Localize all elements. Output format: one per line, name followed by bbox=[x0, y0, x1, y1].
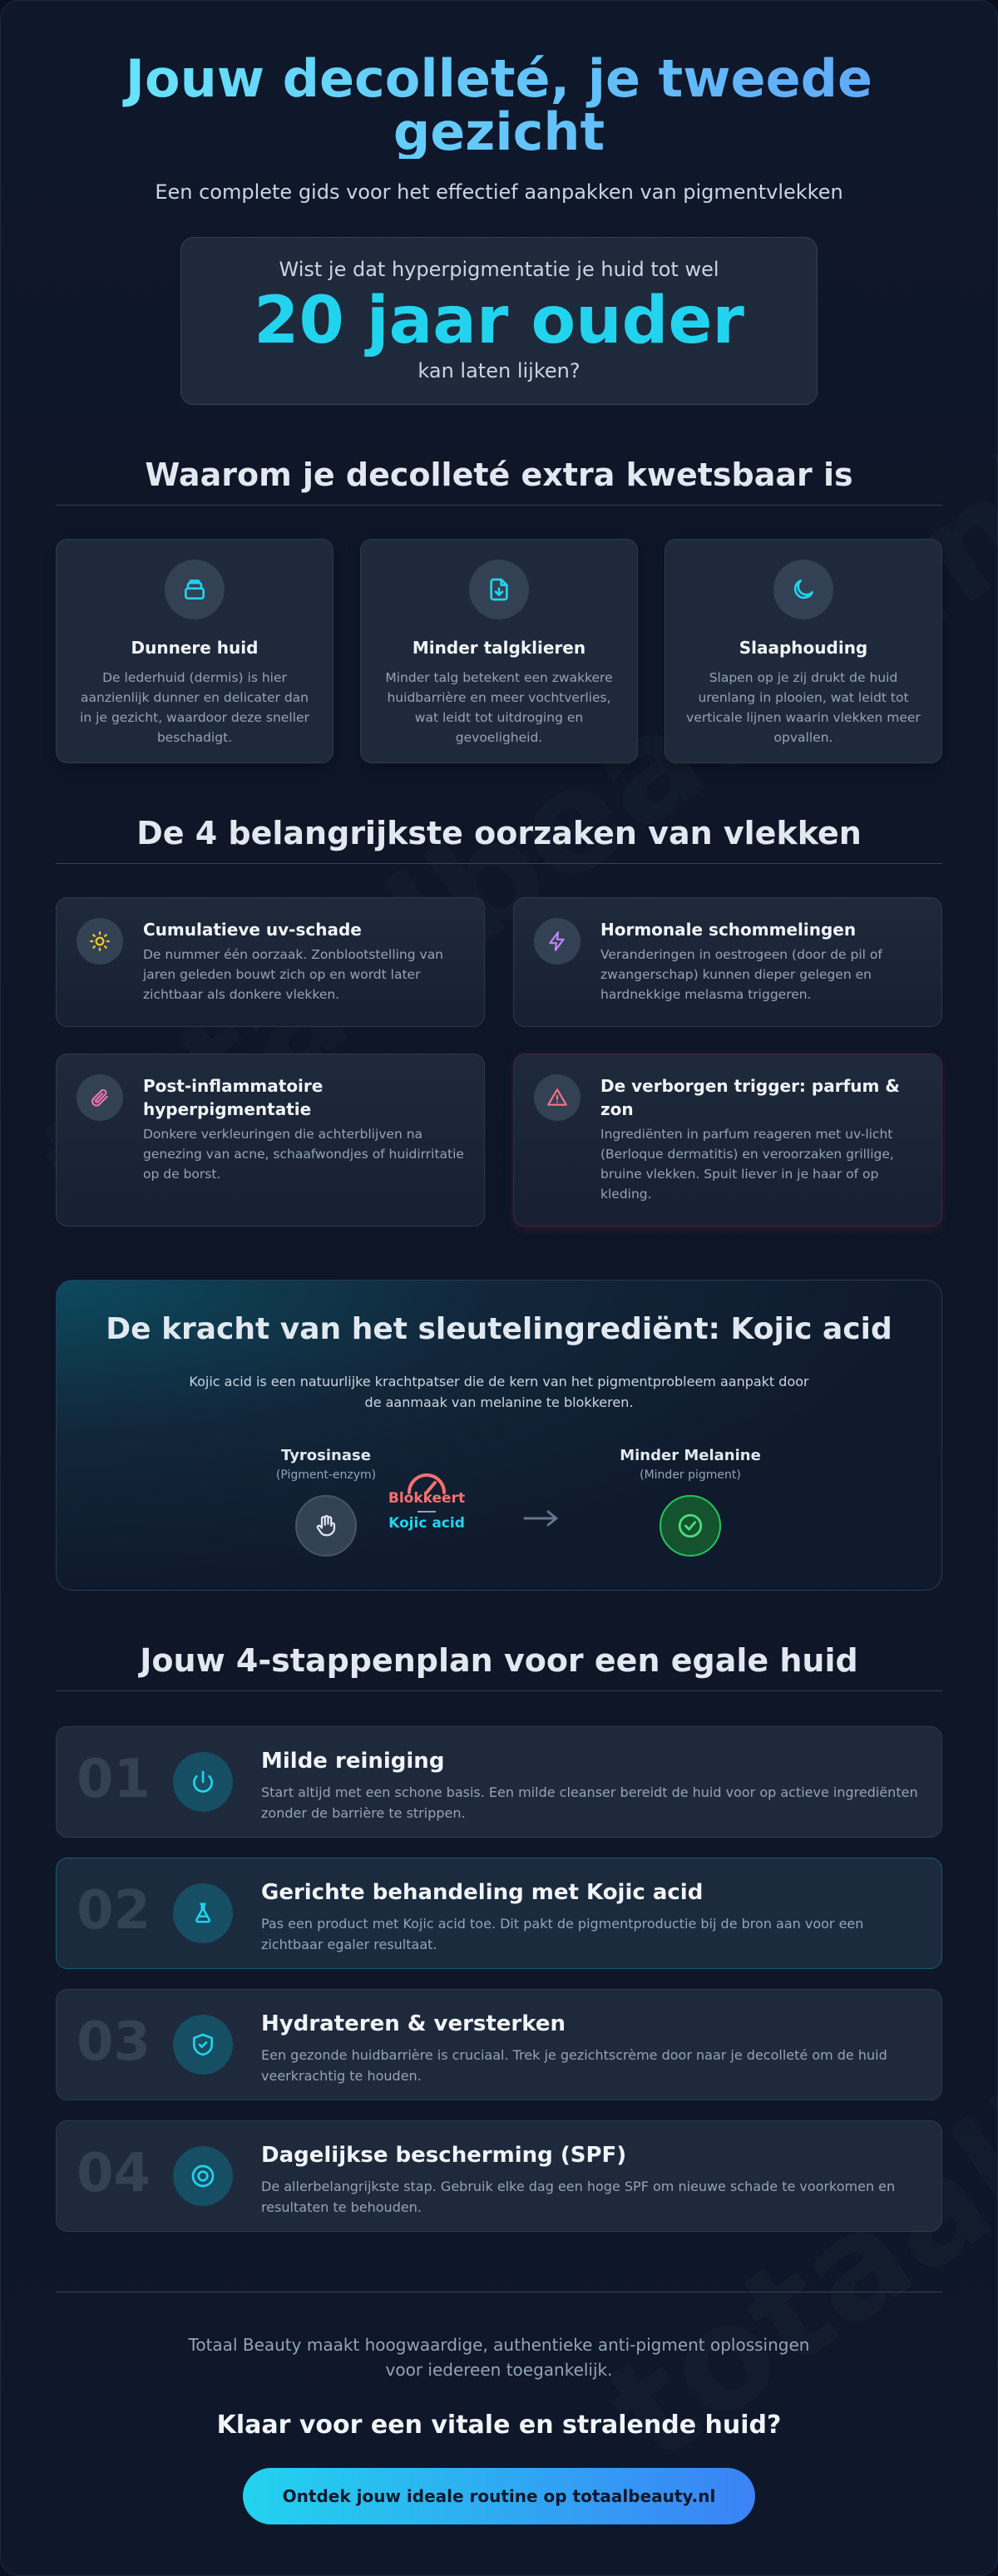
melanine-title: Minder Melanine bbox=[620, 1447, 761, 1464]
page-subtitle: Een complete gids voor het effectief aanpakken van pigmentvlekken bbox=[155, 180, 843, 204]
step-number: 01 bbox=[77, 1749, 151, 1810]
stat-box bbox=[180, 237, 818, 405]
cause-card-title: Post-inflammatoire hyperpigmentatie bbox=[143, 1076, 324, 1119]
cause-card-title: Cumulatieve uv-schade bbox=[143, 920, 362, 940]
shield-check-icon bbox=[173, 2015, 233, 2075]
moon-icon bbox=[773, 560, 833, 619]
why-card-title: Dunnere huid bbox=[131, 638, 259, 658]
step-text: Een gezonde huidbarrière is cruciaal. Trek je gezichtscrème door naar je decolleté om de huid veerkrachtig te houden. bbox=[261, 2047, 887, 2084]
section-title-plan: Jouw 4-stappenplan voor een egale huid bbox=[56, 1642, 942, 1691]
step-title: Hydrateren & versterken bbox=[261, 2011, 566, 2036]
cta-title: Klaar voor een vitale en stralende huid? bbox=[216, 2411, 782, 2440]
power-icon bbox=[173, 1752, 233, 1812]
tyrosinase-title: Tyrosinase bbox=[281, 1447, 371, 1464]
arrow-right-icon bbox=[522, 1508, 561, 1532]
cause-card bbox=[513, 1054, 942, 1226]
cause-card-text: Veranderingen in oestrogeen (door de pil of zwangerschap) kunnen dieper gelegen en hardnekkige melasma triggeren. bbox=[600, 947, 882, 1002]
why-card-text: Minder talg betekent een zwakkere huidbarrière en meer vochtverlies, wat leidt tot uitdroging en gevoeligheid. bbox=[385, 670, 613, 745]
cause-card bbox=[56, 897, 485, 1027]
check-circle-icon bbox=[660, 1495, 721, 1557]
tyrosinase-subtitle: (Pigment-enzym) bbox=[275, 1468, 377, 1482]
why-card bbox=[56, 539, 333, 763]
step-card bbox=[56, 2120, 942, 2232]
cta-button[interactable]: Ontdek jouw ideale routine op totaalbeauty.nl bbox=[243, 2468, 755, 2524]
step-text: Pas een product met Kojic acid toe. Dit pakt de pigmentproductie bij de bron aan voor een zichtbaar egaler resultaat. bbox=[261, 1916, 864, 1952]
block-label: Blokkeert bbox=[388, 1490, 466, 1507]
stat-pre: Wist je dat hyperpigmentatie je huid tot wel bbox=[279, 258, 719, 281]
kojic-flow-diagram bbox=[57, 1447, 941, 1563]
step-card bbox=[56, 1726, 942, 1838]
footer-note: Totaal Beauty maakt hoogwaardige, authentieke anti-pigment oplossingen voor iedereen toegankelijk. bbox=[188, 2335, 810, 2380]
why-card-text: De lederhuid (dermis) is hier aanzienlijk dunner en delicater dan in je gezicht, waardoor deze sneller beschadigt. bbox=[80, 670, 309, 745]
cause-card-title: De verborgen trigger: parfum & zon bbox=[600, 1076, 900, 1119]
step-list bbox=[56, 1726, 942, 2232]
step-text: De allerbelangrijkste stap. Gebruik elke dag een hoge SPF om nieuwe schade te voorkomen en resultaten te behouden. bbox=[261, 2179, 896, 2215]
why-card-title: Minder talgklieren bbox=[412, 638, 586, 658]
step-number: 02 bbox=[77, 1880, 151, 1942]
cause-card-title: Hormonale schommelingen bbox=[600, 920, 857, 940]
cause-card bbox=[56, 1054, 485, 1226]
step-number: 03 bbox=[77, 2011, 151, 2073]
warning-icon bbox=[534, 1074, 581, 1121]
target-icon bbox=[173, 2146, 233, 2206]
step-card bbox=[56, 1989, 942, 2100]
kojic-panel bbox=[56, 1280, 942, 1591]
section-title-why: Waarom je decolleté extra kwetsbaar is bbox=[56, 456, 942, 506]
step-title: Milde reiniging bbox=[261, 1749, 445, 1774]
cause-card-text: Ingrediënten in parfum reageren met uv-licht (Berloque dermatitis) en veroorzaken grillige, bruine vlekken. Spuit liever in je haar of op kleding. bbox=[600, 1127, 894, 1202]
kojic-description: Kojic acid is een natuurlijke krachtpatser die de kern van het pigmentprobleem aanpakt door de aanmaak van melanine te blokkeren. bbox=[189, 1374, 809, 1410]
lightning-icon bbox=[534, 918, 581, 965]
cause-card-text: De nummer één oorzaak. Zonblootstelling van jaren geleden bouwt zich op en wordt later zichtbaar als donkere vlekken. bbox=[143, 947, 444, 1002]
step-number: 04 bbox=[77, 2143, 151, 2204]
sun-icon bbox=[77, 918, 123, 965]
why-card bbox=[360, 539, 638, 763]
melanine-subtitle: (Minder pigment) bbox=[640, 1468, 741, 1482]
agent-label: Kojic acid bbox=[388, 1515, 465, 1532]
step-title: Dagelijkse bescherming (SPF) bbox=[261, 2143, 627, 2168]
step-text: Start altijd met een schone basis. Een milde cleanser bereidt de huid voor op actieve ingrediënten zonder de barrière te strippen. bbox=[261, 1784, 918, 1821]
flask-icon bbox=[173, 1883, 233, 1943]
cause-card bbox=[513, 897, 942, 1027]
why-card-title: Slaaphouding bbox=[739, 638, 868, 658]
why-cards bbox=[56, 539, 942, 763]
step-card bbox=[56, 1858, 942, 1969]
stat-post: kan laten lijken? bbox=[417, 359, 581, 382]
stat-highlight: 20 jaar ouder bbox=[254, 284, 744, 358]
cause-card-text: Donkere verkleuringen die achterblijven na genezing van acne, schaafwondjes of huidirritatie op de borst. bbox=[143, 1127, 464, 1182]
cause-cards bbox=[56, 897, 942, 1226]
bandage-icon bbox=[77, 1074, 123, 1121]
why-card bbox=[665, 539, 942, 763]
hand-icon bbox=[295, 1495, 357, 1557]
section-title-causes: De 4 belangrijkste oorzaken van vlekken bbox=[56, 815, 942, 864]
layers-icon bbox=[165, 560, 225, 619]
footer bbox=[56, 2292, 942, 2524]
kojic-title: De kracht van het sleutelingrediënt: Kojic acid bbox=[106, 1312, 892, 1346]
page-title: Jouw decolleté, je tweede gezicht bbox=[56, 1, 942, 159]
why-card-text: Slapen op je zij drukt de huid urenlang in plooien, wat leidt tot verticale lijnen waarin vlekken meer opvallen. bbox=[686, 670, 921, 745]
file-download-icon bbox=[469, 560, 529, 619]
step-title: Gerichte behandeling met Kojic acid bbox=[261, 1880, 704, 1905]
block-divider bbox=[417, 1511, 436, 1513]
